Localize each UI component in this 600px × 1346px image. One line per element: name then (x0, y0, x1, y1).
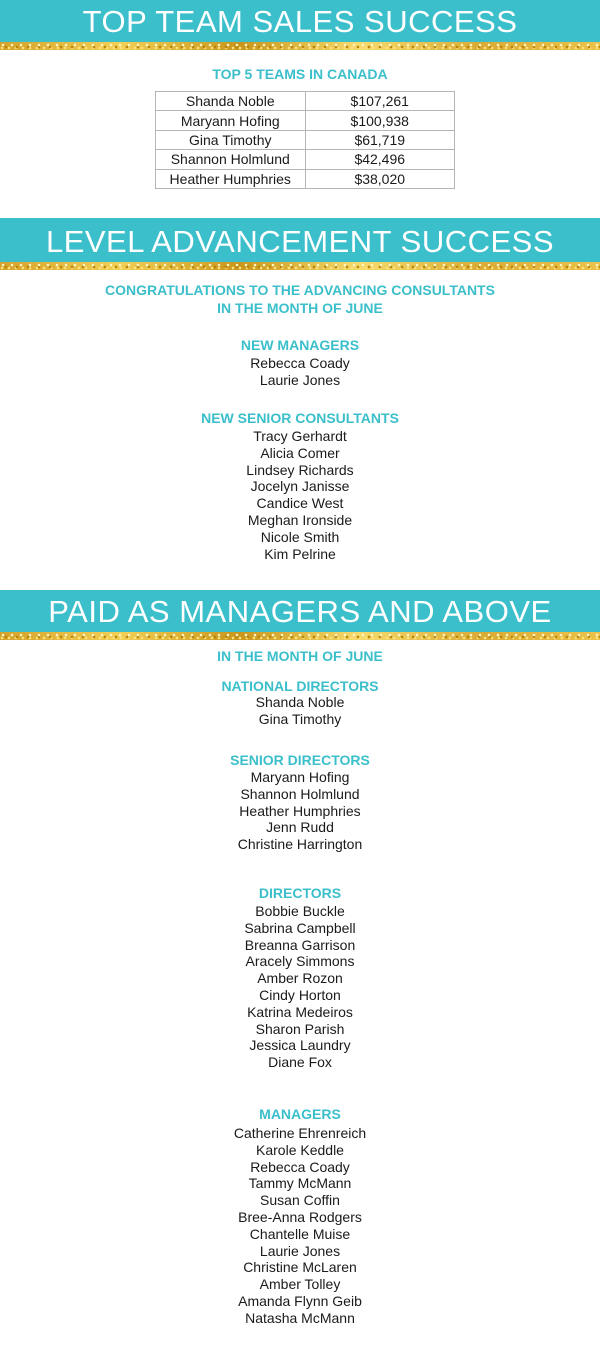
list-item: Chantelle Muise (249, 1225, 351, 1242)
list-item: Rebecca Coady (250, 355, 350, 371)
list-item: Maryann Hofing (250, 769, 350, 785)
list-item: Bree-Anna Rodgers (238, 1208, 362, 1225)
senior-directors-heading: SENIOR DIRECTORS (230, 752, 370, 768)
sales-banner-title: TOP TEAM SALES SUCCESS (82, 4, 518, 39)
list-item: Laurie Jones (259, 371, 341, 388)
list-item: Sabrina Campbell (244, 919, 356, 936)
sales-subtitle: TOP 5 TEAMS IN CANADA (212, 66, 388, 82)
list-item: Lindsey Richards (246, 461, 354, 478)
list-item: Alicia Comer (260, 444, 340, 461)
list-item: Jocelyn Janisse (250, 478, 350, 495)
team-name-cell: Heather Humphries (156, 169, 306, 188)
list-item: Karole Keddle (256, 1141, 344, 1158)
team-amount-cell: $38,020 (305, 169, 455, 188)
list-item: Nicole Smith (260, 528, 340, 545)
sales-table (155, 91, 455, 189)
team-name-cell: Maryann Hofing (156, 111, 306, 130)
list-item: Shanda Noble (255, 694, 345, 710)
list-item: Bobbie Buckle (255, 903, 345, 919)
list-item: Diane Fox (268, 1054, 332, 1071)
paid-banner-title: PAID AS MANAGERS AND ABOVE (48, 594, 552, 629)
list-item: Amanda Flynn Geib (238, 1292, 362, 1309)
new-managers-heading: NEW MANAGERS (240, 337, 360, 353)
list-item: Laurie Jones (259, 1242, 341, 1259)
list-item: Gina Timothy (258, 710, 342, 727)
new-managers-list (0, 355, 600, 389)
list-item: Susan Coffin (260, 1192, 340, 1209)
senior-directors-list (0, 769, 600, 853)
directors-heading: DIRECTORS (258, 885, 342, 901)
list-item: Shannon Holmlund (240, 785, 360, 802)
glitter-divider (0, 262, 600, 270)
table-row (156, 111, 455, 130)
list-item: Candice West (256, 495, 344, 512)
team-name-cell: Shanda Noble (156, 92, 306, 111)
list-item: Heather Humphries (239, 802, 361, 819)
list-item: Kim Pelrine (264, 545, 336, 562)
national-directors-heading: NATIONAL DIRECTORS (221, 678, 379, 694)
team-amount-cell: $42,496 (305, 150, 455, 169)
list-item: Cindy Horton (259, 986, 341, 1003)
list-item: Christine Harrington (237, 836, 363, 853)
new-senior-consultants-list (0, 428, 600, 562)
team-name-cell: Gina Timothy (156, 130, 306, 149)
sales-banner (0, 0, 600, 44)
table-row (156, 150, 455, 169)
team-name-cell: Shannon Holmlund (156, 150, 306, 169)
advancement-intro-line2: IN THE MONTH OF JUNE (217, 300, 383, 316)
list-item: Tracy Gerhardt (253, 428, 347, 444)
managers-heading: MANAGERS (259, 1106, 341, 1122)
advancement-banner (0, 218, 600, 264)
national-directors-list (0, 694, 600, 728)
paid-banner (0, 590, 600, 634)
directors-list (0, 903, 600, 1071)
list-item: Katrina Medeiros (247, 1003, 353, 1020)
managers-list (0, 1125, 600, 1327)
table-row (156, 130, 455, 149)
list-item: Sharon Parish (255, 1020, 345, 1037)
team-amount-cell: $100,938 (305, 111, 455, 130)
list-item: Amber Tolley (259, 1276, 341, 1293)
list-item: Tammy McMann (248, 1175, 352, 1192)
list-item: Jenn Rudd (266, 819, 334, 836)
list-item: Jessica Laundry (249, 1037, 351, 1054)
list-item: Aracely Simmons (245, 953, 355, 970)
glitter-divider (0, 632, 600, 640)
list-item: Natasha McMann (245, 1309, 355, 1326)
list-item: Christine McLaren (243, 1259, 357, 1276)
table-row (156, 92, 455, 111)
list-item: Rebecca Coady (250, 1158, 350, 1175)
glitter-divider (0, 42, 600, 50)
advancement-banner-title: LEVEL ADVANCEMENT SUCCESS (45, 224, 555, 259)
table-row (156, 169, 455, 188)
list-item: Meghan Ironside (247, 511, 353, 528)
list-item: Catherine Ehrenreich (233, 1125, 367, 1141)
team-amount-cell: $61,719 (305, 130, 455, 149)
list-item: Breanna Garrison (244, 936, 356, 953)
list-item: Amber Rozon (257, 970, 343, 987)
team-amount-cell: $107,261 (305, 92, 455, 111)
paid-intro: IN THE MONTH OF JUNE (217, 648, 383, 664)
advancement-intro-line1: CONGRATULATIONS TO THE ADVANCING CONSULTANTS (105, 282, 495, 298)
new-senior-consultants-heading: NEW SENIOR CONSULTANTS (201, 410, 399, 426)
